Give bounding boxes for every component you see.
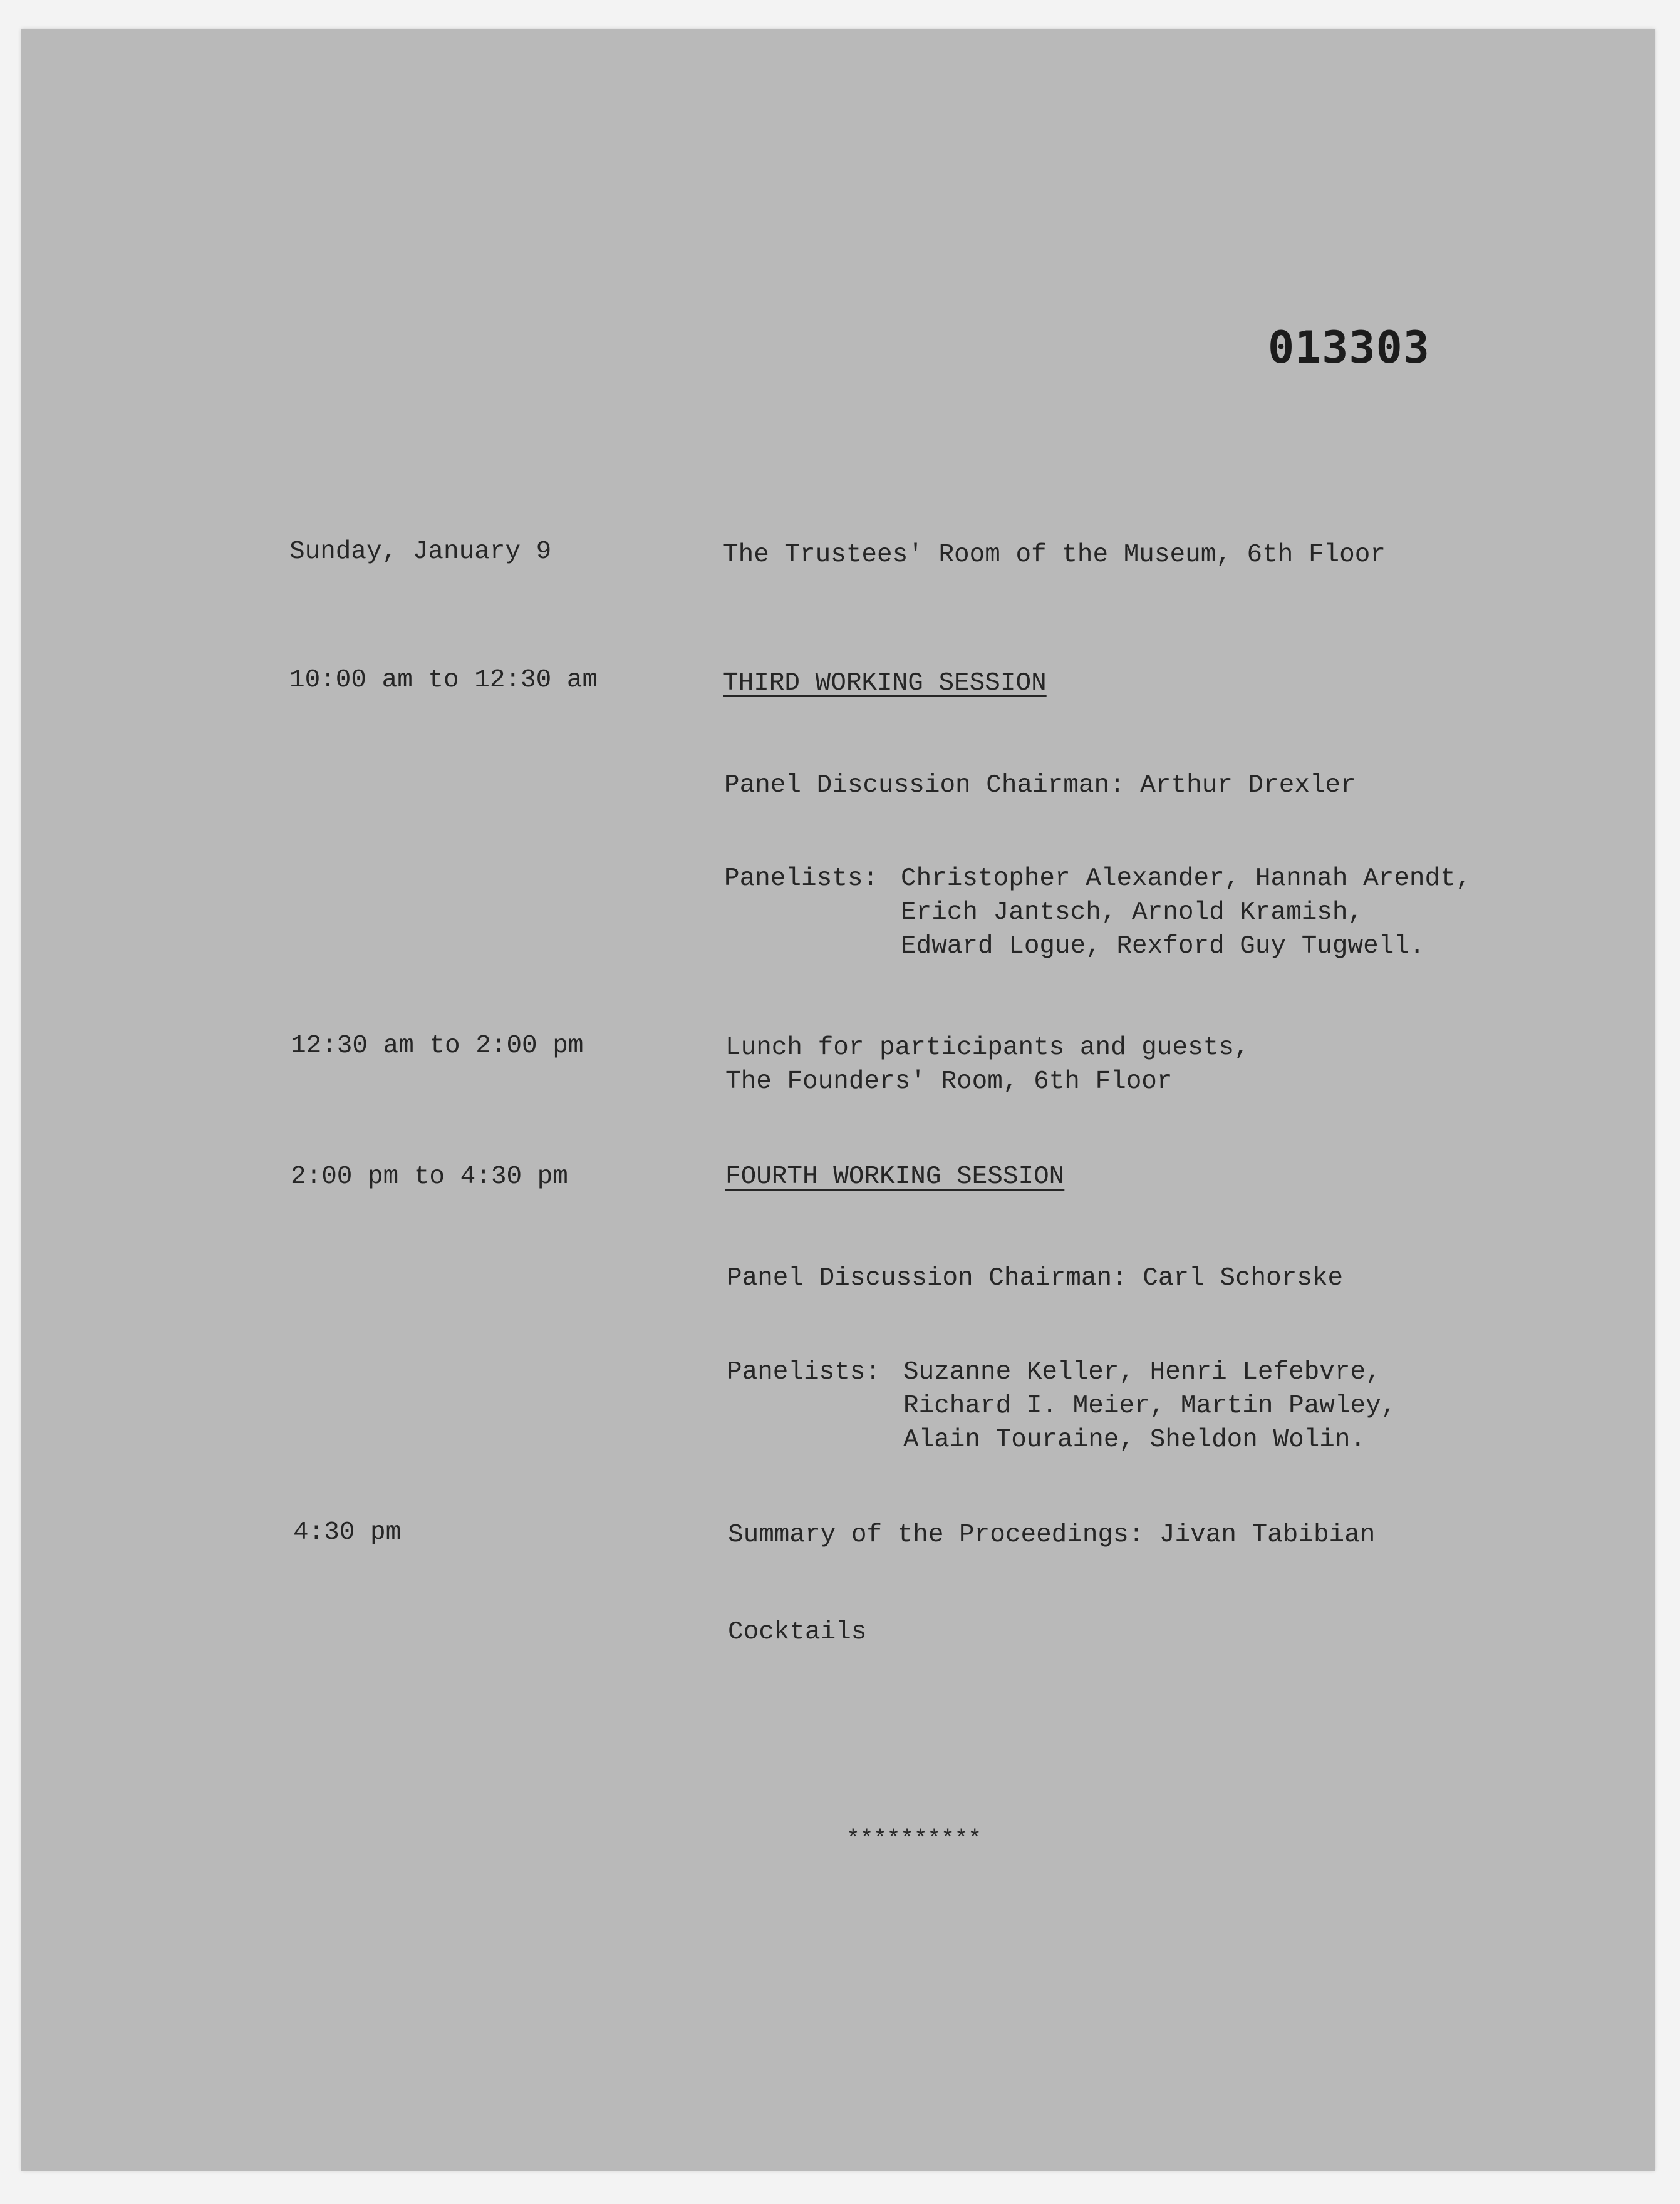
closing-time: 4:30 pm bbox=[293, 1518, 402, 1547]
session-time: 10:00 am to 12:30 am bbox=[289, 666, 598, 695]
date-label: Sunday, January 9 bbox=[289, 537, 552, 566]
lunch-line: Lunch for participants and guests, bbox=[725, 1033, 1250, 1062]
session-title: THIRD WORKING SESSION bbox=[723, 669, 1047, 698]
panelists-line: Erich Jantsch, Arnold Kramish, bbox=[901, 898, 1364, 927]
session-time: 2:00 pm to 4:30 pm bbox=[291, 1162, 568, 1191]
panelists-line: Richard I. Meier, Martin Pawley, bbox=[903, 1392, 1397, 1420]
end-mark: ********** bbox=[846, 1826, 982, 1852]
panelists-line: Edward Logue, Rexford Guy Tugwell. bbox=[901, 932, 1425, 961]
lunch-time: 12:30 am to 2:00 pm bbox=[291, 1032, 584, 1060]
panel-chairman: Panel Discussion Chairman: Arthur Drexler bbox=[724, 771, 1356, 800]
panelists-line: Christopher Alexander, Hannah Arendt, bbox=[901, 864, 1471, 893]
session-title: FOURTH WORKING SESSION bbox=[725, 1162, 1065, 1191]
location-label: The Trustees' Room of the Museum, 6th Floor bbox=[723, 541, 1386, 569]
document-number: 013303 bbox=[1268, 322, 1430, 373]
document-page bbox=[21, 29, 1655, 2171]
proceedings-summary: Summary of the Proceedings: Jivan Tabibian bbox=[728, 1521, 1376, 1550]
panel-chairman: Panel Discussion Chairman: Carl Schorske bbox=[727, 1264, 1344, 1293]
panelists-label: Panelists: bbox=[724, 864, 879, 893]
lunch-line: The Founders' Room, 6th Floor bbox=[725, 1067, 1173, 1096]
panelists-label: Panelists: bbox=[727, 1358, 881, 1387]
panelists-line: Suzanne Keller, Henri Lefebvre, bbox=[903, 1358, 1381, 1387]
panelists-line: Alain Touraine, Sheldon Wolin. bbox=[903, 1425, 1366, 1454]
cocktails-label: Cocktails bbox=[728, 1618, 867, 1647]
